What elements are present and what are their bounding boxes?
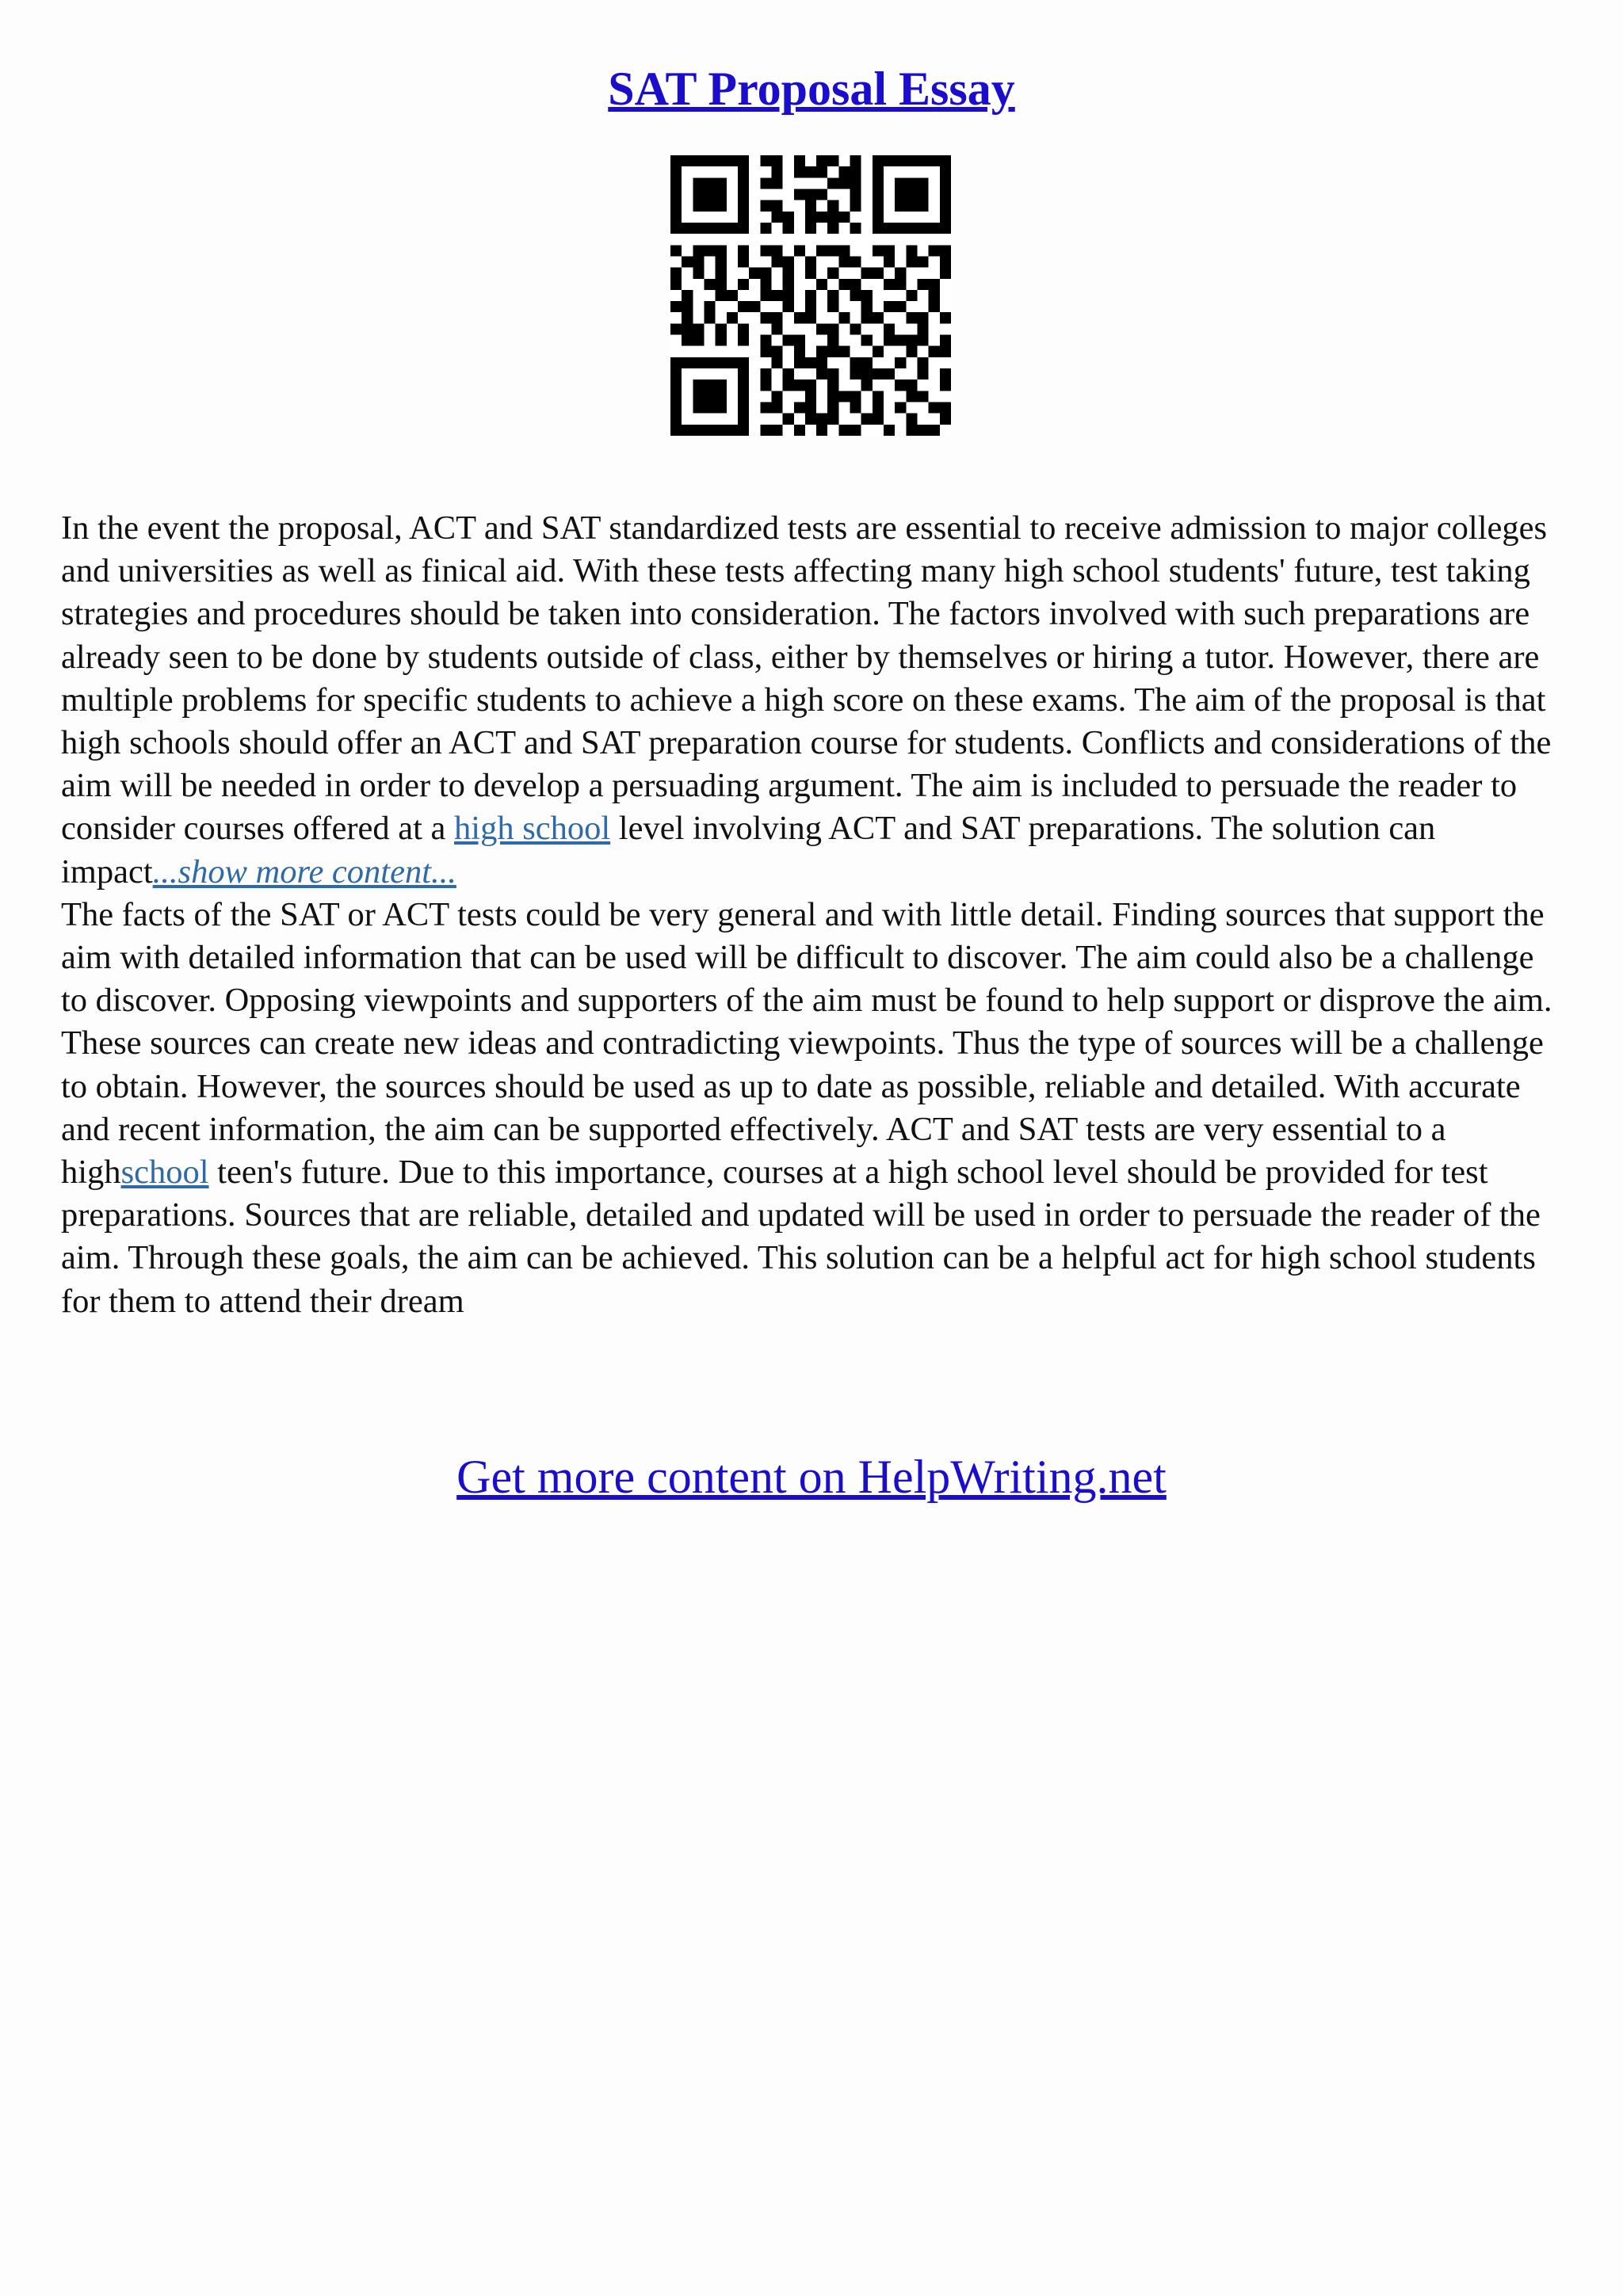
essay-body bbox=[61, 507, 1567, 1323]
footer bbox=[0, 1447, 1623, 1507]
high-school-link[interactable]: high school bbox=[454, 810, 611, 848]
school-link[interactable]: school bbox=[120, 1154, 209, 1192]
paragraph-1 bbox=[61, 507, 1567, 894]
paragraph-2-text-b: teen's future. Due to this importance, courses at a high school level should be provided for test preparations. Sources that are reliable, detailed and updated will be used in order to persuade the reader of the aim. Through these goals, the aim can be achieved. This solution can be a helpful act for high school students for them to attend their dream bbox=[61, 1154, 1541, 1320]
paragraph-1-text-b: level involving ACT and SAT preparations. The solution can impact bbox=[61, 810, 1436, 891]
show-more-link[interactable]: ...show more content... bbox=[152, 852, 456, 891]
paragraph-1-text-a: In the event the proposal, ACT and SAT standardized tests are essential to receive admission to major colleges and universities as well as finical aid. With these tests affecting many high school students' future, test taking strategies and procedures should be taken into consideration. The factors involved with such preparations are already seen to be done by students outside of class, either by themselves or hiring a tutor. However, there are multiple problems for specific students to achieve a high score on these exams. The aim of the proposal is that high schools should offer an ACT and SAT preparation course for students. Conflicts and considerations of the aim will be needed in order to develop a persuading argument. The aim is included to persuade the reader to consider courses offered at a bbox=[61, 509, 1552, 848]
title-link[interactable]: SAT Proposal Essay bbox=[608, 63, 1015, 115]
page-title bbox=[0, 57, 1623, 120]
get-more-content-link[interactable]: Get more content on HelpWriting.net bbox=[456, 1451, 1167, 1503]
qr-code-icon bbox=[670, 155, 951, 436]
paragraph-2-text-a: The facts of the SAT or ACT tests could be very general and with little detail. Finding sources that support the aim with detailed information that can be used will be difficult to discover. The aim could also be a challenge to discover. Opposing viewpoints and supporters of the aim must be found to help support or disprove the aim. These sources can create new ideas and contradicting viewpoints. Thus the type of sources will be a challenge to obtain. However, the sources should be used as up to date as possible, reliable and detailed. With accurate and recent information, the aim can be supported effectively. ACT and SAT tests are very essential to a high bbox=[61, 895, 1552, 1192]
paragraph-2 bbox=[61, 894, 1567, 1323]
